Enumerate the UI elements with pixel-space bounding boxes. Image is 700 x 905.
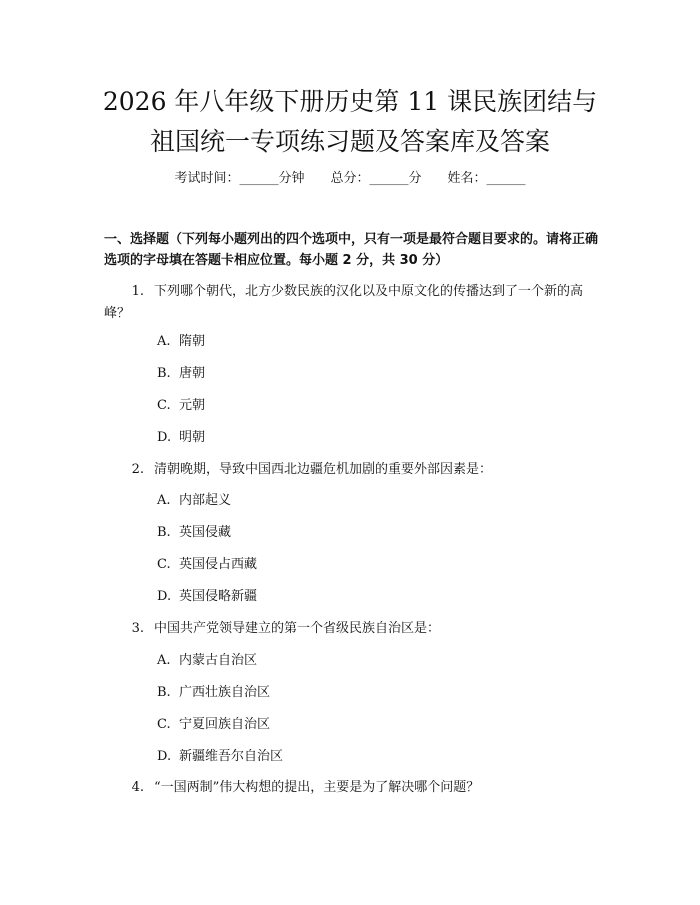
score-label: 总分：: [330, 171, 370, 186]
option-text: 宁夏回族自治区: [179, 717, 271, 732]
option-1d: [157, 428, 205, 448]
question-1: [104, 281, 604, 325]
document-title: [40, 82, 660, 162]
option-letter: D.: [157, 589, 172, 604]
option-2a: [157, 491, 231, 511]
time-unit: 分钟: [278, 171, 305, 186]
exam-info: [0, 169, 700, 189]
option-2c: [157, 555, 257, 575]
option-letter: D.: [157, 749, 172, 764]
question-text: 下列哪个朝代，北方少数民族的汉化以及中原文化的传播达到了一个新的高峰？: [104, 284, 584, 321]
score-unit: 分: [408, 171, 422, 186]
option-letter: D.: [157, 430, 172, 445]
time-blank: ______: [239, 171, 279, 186]
option-text: 英国侵藏: [179, 525, 232, 540]
score-blank: ______: [369, 171, 409, 186]
section-heading: 一、选择题（下列每小题列出的四个选项中，只有一项是最符合题目要求的。请将正确选项的字母填在答题卡相应位置。每小题 2 分，共 30 分）: [104, 232, 599, 268]
question-text: “一国两制”伟大构想的提出，主要是为了解决哪个问题？: [154, 780, 480, 795]
option-text: 隋朝: [179, 334, 206, 349]
question-3: [104, 618, 604, 640]
name-label: 姓名：: [447, 171, 487, 186]
option-3c: [157, 715, 270, 735]
option-text: 英国侵占西藏: [179, 557, 258, 572]
option-3b: [157, 683, 270, 703]
name-blank: ______: [486, 171, 526, 186]
option-2b: [157, 523, 231, 543]
option-1b: [157, 364, 205, 384]
option-text: 广西壮族自治区: [179, 685, 271, 700]
option-3a: [157, 651, 257, 671]
option-1c: [157, 396, 205, 416]
option-text: 元朝: [179, 398, 206, 413]
title-line-1: 2026 年八年级下册历史第 11 课民族团结与: [102, 87, 598, 116]
option-text: 唐朝: [179, 366, 206, 381]
question-text: 中国共产党领导建立的第一个省级民族自治区是：: [154, 621, 441, 636]
option-letter: B.: [157, 525, 171, 540]
question-4: [104, 777, 604, 799]
question-2: [104, 459, 604, 481]
option-letter: B.: [157, 366, 171, 381]
option-letter: C.: [157, 398, 171, 413]
option-letter: A.: [157, 334, 171, 349]
option-text: 新疆维吾尔自治区: [179, 749, 284, 764]
option-3d: [157, 747, 283, 767]
option-letter: C.: [157, 557, 171, 572]
question-text: 清朝晚期，导致中国西北边疆危机加剧的重要外部因素是：: [154, 462, 493, 477]
option-letter: A.: [157, 493, 171, 508]
question-number: 4.: [131, 780, 144, 795]
title-line-2: 祖国统一专项练习题及答案库及答案: [149, 127, 550, 156]
question-number: 2.: [131, 462, 144, 477]
option-1a: [157, 332, 205, 352]
question-number: 3.: [131, 621, 144, 636]
option-text: 内蒙古自治区: [179, 653, 258, 668]
question-number: 1.: [131, 284, 144, 299]
time-label: 考试时间：: [174, 171, 240, 186]
option-text: 内部起义: [179, 493, 232, 508]
option-letter: B.: [157, 685, 171, 700]
option-2d: [157, 587, 257, 607]
option-letter: A.: [157, 653, 171, 668]
option-letter: C.: [157, 717, 171, 732]
option-text: 英国侵略新疆: [179, 589, 258, 604]
option-text: 明朝: [179, 430, 206, 445]
